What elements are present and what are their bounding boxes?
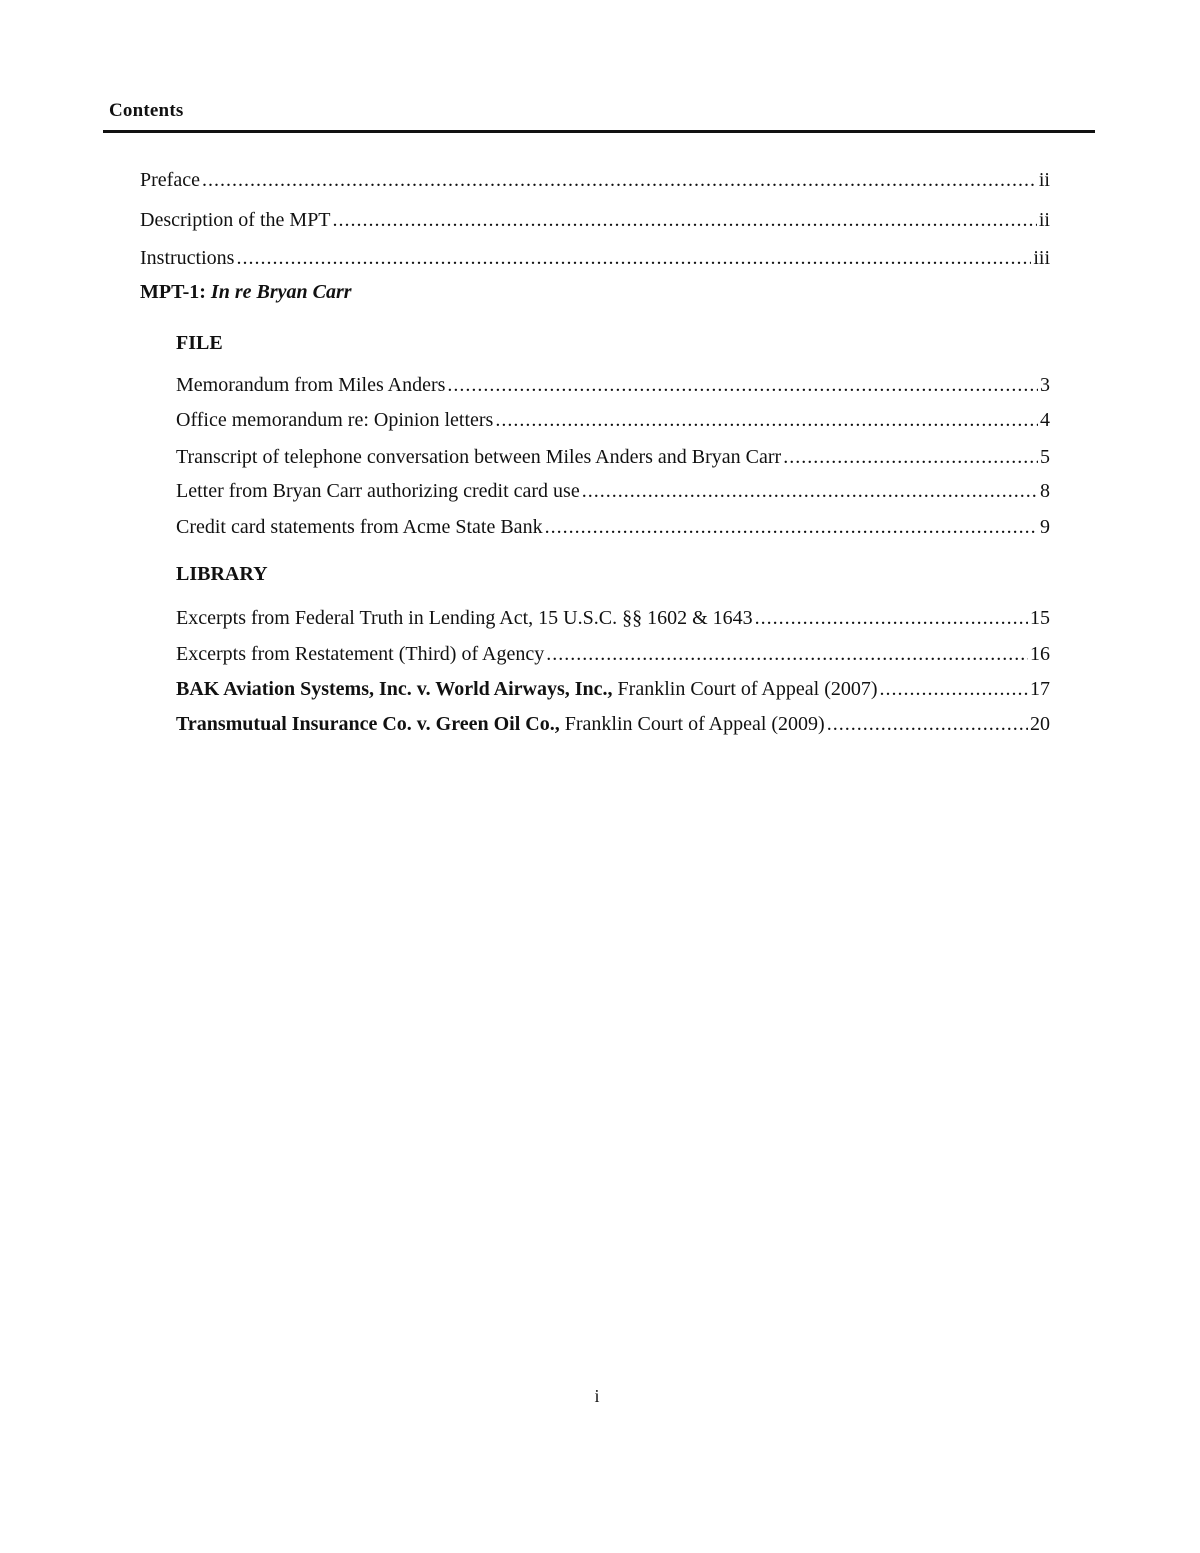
dot-leader	[236, 246, 1031, 270]
toc-entry-page: 16	[1030, 643, 1050, 665]
case-court: Franklin Court of Appeal (2007)	[612, 678, 878, 700]
dot-leader	[827, 712, 1028, 736]
toc-entry-instructions[interactable]	[140, 246, 1050, 270]
page-number: i	[594, 1386, 600, 1406]
toc-entry-page: 17	[1030, 678, 1050, 700]
case-court: Franklin Court of Appeal (2009)	[559, 713, 825, 735]
toc-entry-title	[176, 712, 825, 736]
toc-entry-page: 3	[1040, 374, 1050, 396]
case-name: BAK Aviation Systems, Inc. v. World Airways, Inc.,	[176, 678, 613, 700]
toc-entry-title: Letter from Bryan Carr authorizing credit card use	[176, 480, 580, 502]
dot-leader	[783, 445, 1038, 469]
toc-entry-page: ii	[1038, 169, 1050, 191]
toc-entry-title: Office memorandum re: Opinion letters	[176, 409, 494, 431]
case-name: Transmutual Insurance Co. v. Green Oil Co.,	[176, 713, 560, 735]
toc-entry-title: Excerpts from Federal Truth in Lending Act, 15 U.S.C. §§ 1602 & 1643	[176, 607, 753, 629]
toc-entry-page: 5	[1040, 446, 1050, 468]
toc-entry-library-3[interactable]	[176, 677, 1050, 701]
toc-entry-title: Instructions	[140, 247, 235, 269]
dot-leader	[582, 479, 1038, 503]
toc-entry-title: Transcript of telephone conversation between Miles Anders and Bryan Carr	[176, 446, 782, 468]
part-case-name: In re Bryan Carr	[210, 281, 352, 303]
dot-leader	[447, 373, 1038, 397]
toc-entry-file-3[interactable]	[176, 445, 1050, 469]
toc-entry-description[interactable]	[140, 208, 1050, 232]
dot-leader	[546, 642, 1028, 666]
dot-leader	[755, 606, 1028, 630]
toc-entry-library-1[interactable]	[176, 606, 1050, 630]
dot-leader	[545, 515, 1038, 539]
dot-leader	[333, 208, 1037, 232]
toc-entry-library-2[interactable]	[176, 642, 1050, 666]
part-label: MPT-1:	[140, 281, 206, 303]
toc-entry-file-5[interactable]	[176, 515, 1050, 539]
toc-entry-title: Excerpts from Restatement (Third) of Agency	[176, 643, 545, 665]
toc-entry-page: 4	[1040, 409, 1050, 431]
toc-entry-page: iii	[1033, 247, 1050, 269]
toc-entry-title: Preface	[140, 169, 200, 191]
toc-entry-title: Memorandum from Miles Anders	[176, 374, 446, 396]
toc-entry-file-1[interactable]	[176, 373, 1050, 397]
contents-heading: Contents	[109, 100, 184, 121]
file-section-heading: FILE	[176, 332, 223, 354]
toc-entry-page: ii	[1038, 209, 1050, 231]
library-section-heading: LIBRARY	[176, 563, 268, 585]
toc-entry-page: 9	[1040, 516, 1050, 538]
toc-entry-library-4[interactable]	[176, 712, 1050, 736]
toc-entry-title: Description of the MPT	[140, 209, 331, 231]
toc-entry-title	[176, 677, 878, 701]
dot-leader	[202, 168, 1037, 192]
part-title	[140, 280, 352, 304]
dot-leader	[495, 408, 1038, 432]
toc-entry-page: 15	[1030, 607, 1050, 629]
toc-entry-page: 8	[1040, 480, 1050, 502]
heading-rule	[103, 130, 1095, 133]
dot-leader	[880, 677, 1028, 701]
toc-entry-preface[interactable]	[140, 168, 1050, 192]
toc-entry-file-4[interactable]	[176, 479, 1050, 503]
toc-entry-title: Credit card statements from Acme State Bank	[176, 516, 543, 538]
toc-entry-file-2[interactable]	[176, 408, 1050, 432]
toc-entry-page: 20	[1030, 713, 1050, 735]
